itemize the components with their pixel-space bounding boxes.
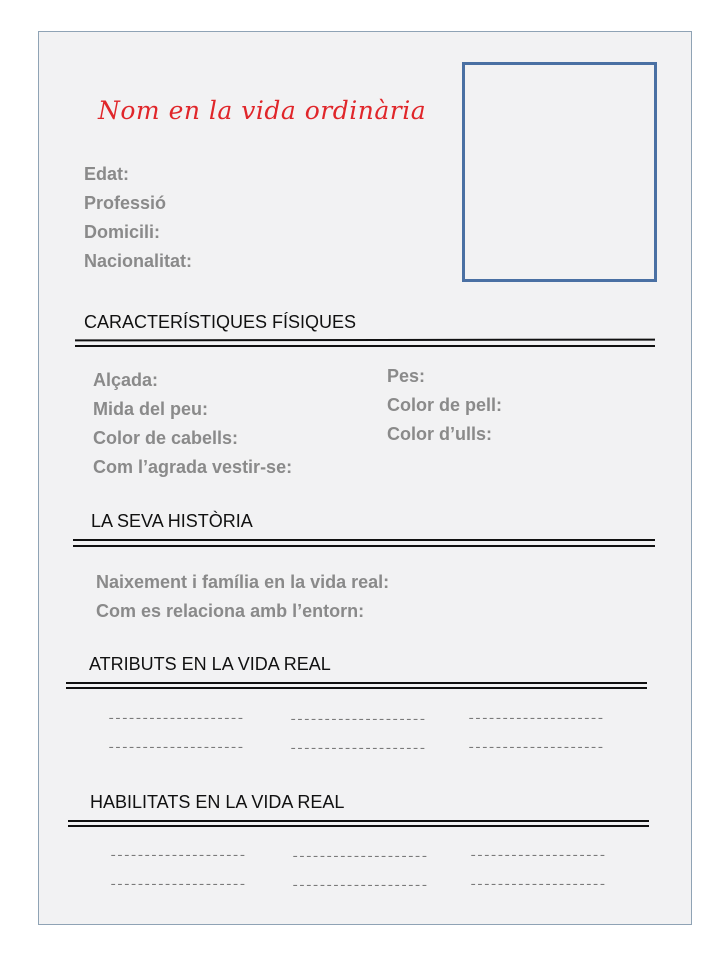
- skills-heading: HABILITATS EN LA VIDA REAL: [90, 792, 345, 812]
- skills-rule-bottom: [68, 825, 649, 827]
- attribute-blank[interactable]: --------------------: [467, 740, 604, 756]
- skill-blank[interactable]: --------------------: [469, 848, 606, 864]
- hair-color-label: Color de cabells:: [93, 428, 239, 448]
- shoe-size-label: Mida del peu:: [93, 399, 209, 419]
- page-title: Nom en la vida ordinària: [98, 96, 427, 125]
- photo-frame[interactable]: [462, 62, 657, 282]
- physical-heading: CARACTERÍSTIQUES FÍSIQUES: [84, 312, 357, 332]
- relations-label: Com es relaciona amb l’entorn:: [96, 601, 365, 621]
- address-label: Domicili:: [84, 222, 161, 242]
- eye-color-label: Color d’ulls:: [387, 424, 492, 444]
- weight-label: Pes:: [387, 366, 426, 386]
- skin-color-label: Color de pell:: [387, 395, 503, 415]
- skill-blank[interactable]: --------------------: [469, 877, 606, 893]
- profession-label: Professió: [84, 193, 167, 213]
- birth-family-label: Naixement i família en la vida real:: [96, 572, 390, 592]
- history-rule-top: [73, 539, 655, 541]
- attributes-rule-bottom: [66, 687, 647, 689]
- physical-rule-bottom: [75, 345, 655, 347]
- height-label: Alçada:: [93, 370, 159, 390]
- skill-blank[interactable]: --------------------: [291, 878, 428, 894]
- attribute-blank[interactable]: --------------------: [467, 711, 604, 727]
- history-heading: LA SEVA HISTÒRIA: [91, 511, 253, 531]
- age-label: Edat:: [84, 164, 129, 184]
- skill-blank[interactable]: --------------------: [109, 848, 246, 864]
- skills-rule-top: [68, 820, 649, 822]
- attribute-blank[interactable]: --------------------: [289, 741, 426, 757]
- attribute-blank[interactable]: --------------------: [107, 711, 244, 727]
- dress-style-label: Com l’agrada vestir-se:: [93, 457, 293, 477]
- history-rule-bottom: [73, 545, 655, 547]
- skill-blank[interactable]: --------------------: [109, 877, 246, 893]
- nationality-label: Nacionalitat:: [84, 251, 193, 271]
- attributes-heading: ATRIBUTS EN LA VIDA REAL: [89, 654, 331, 674]
- skill-blank[interactable]: --------------------: [291, 849, 428, 865]
- attributes-rule-top: [66, 682, 647, 684]
- attribute-blank[interactable]: --------------------: [107, 740, 244, 756]
- attribute-blank[interactable]: --------------------: [289, 712, 426, 728]
